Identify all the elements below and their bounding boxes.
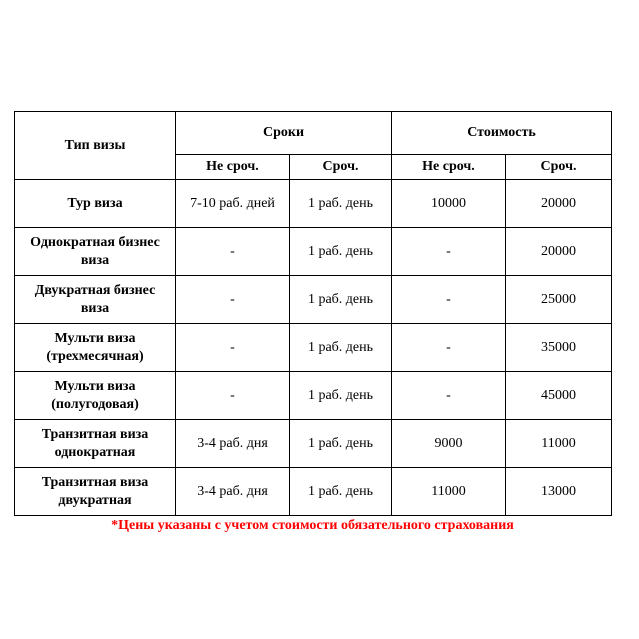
term-urgent-cell: 1 раб. день xyxy=(290,468,392,516)
table-row xyxy=(15,276,612,324)
cost-normal-cell: 10000 xyxy=(392,180,506,228)
term-urgent-cell: 1 раб. день xyxy=(290,324,392,372)
visa-type-header: Тип визы xyxy=(15,112,176,180)
table-row xyxy=(15,324,612,372)
cost-urgent-cell: 20000 xyxy=(506,228,612,276)
cost-normal-cell: - xyxy=(392,228,506,276)
cost-non-urgent-header: Не сроч. xyxy=(392,155,506,180)
table-row xyxy=(15,228,612,276)
visa-name-cell: Однократная бизнес виза xyxy=(15,228,176,276)
table-row xyxy=(15,468,612,516)
visa-name-cell: Мульти виза (полугодовая) xyxy=(15,372,176,420)
visa-name-cell: Тур виза xyxy=(15,180,176,228)
term-normal-cell: - xyxy=(176,276,290,324)
cost-header: Стоимость xyxy=(392,112,612,155)
table-row xyxy=(15,372,612,420)
term-urgent-cell: 1 раб. день xyxy=(290,276,392,324)
cost-normal-cell: - xyxy=(392,372,506,420)
cost-urgent-cell: 35000 xyxy=(506,324,612,372)
visa-name-cell: Мульти виза (трехмесячная) xyxy=(15,324,176,372)
cost-urgent-cell: 45000 xyxy=(506,372,612,420)
cost-urgent-header: Сроч. xyxy=(506,155,612,180)
term-normal-cell: - xyxy=(176,372,290,420)
visa-price-table xyxy=(14,111,612,516)
term-normal-cell: - xyxy=(176,324,290,372)
terms-non-urgent-header: Не сроч. xyxy=(176,155,290,180)
term-urgent-cell: 1 раб. день xyxy=(290,228,392,276)
table-row xyxy=(15,420,612,468)
terms-urgent-header: Сроч. xyxy=(290,155,392,180)
term-urgent-cell: 1 раб. день xyxy=(290,180,392,228)
terms-header: Сроки xyxy=(176,112,392,155)
cost-urgent-cell: 20000 xyxy=(506,180,612,228)
term-normal-cell: 7-10 раб. дней xyxy=(176,180,290,228)
term-normal-cell: 3-4 раб. дня xyxy=(176,420,290,468)
visa-name-cell: Транзитная виза двукратная xyxy=(15,468,176,516)
insurance-footnote: *Цены указаны с учетом стоимости обязательного страхования xyxy=(111,518,514,533)
cost-normal-cell: - xyxy=(392,324,506,372)
table-header-row xyxy=(15,112,612,155)
cost-normal-cell: 9000 xyxy=(392,420,506,468)
term-normal-cell: - xyxy=(176,228,290,276)
term-urgent-cell: 1 раб. день xyxy=(290,372,392,420)
visa-name-cell: Транзитная виза однократная xyxy=(15,420,176,468)
cost-urgent-cell: 13000 xyxy=(506,468,612,516)
cost-normal-cell: 11000 xyxy=(392,468,506,516)
table-row xyxy=(15,180,612,228)
cost-urgent-cell: 25000 xyxy=(506,276,612,324)
cost-urgent-cell: 11000 xyxy=(506,420,612,468)
visa-name-cell: Двукратная бизнес виза xyxy=(15,276,176,324)
cost-normal-cell: - xyxy=(392,276,506,324)
term-normal-cell: 3-4 раб. дня xyxy=(176,468,290,516)
term-urgent-cell: 1 раб. день xyxy=(290,420,392,468)
